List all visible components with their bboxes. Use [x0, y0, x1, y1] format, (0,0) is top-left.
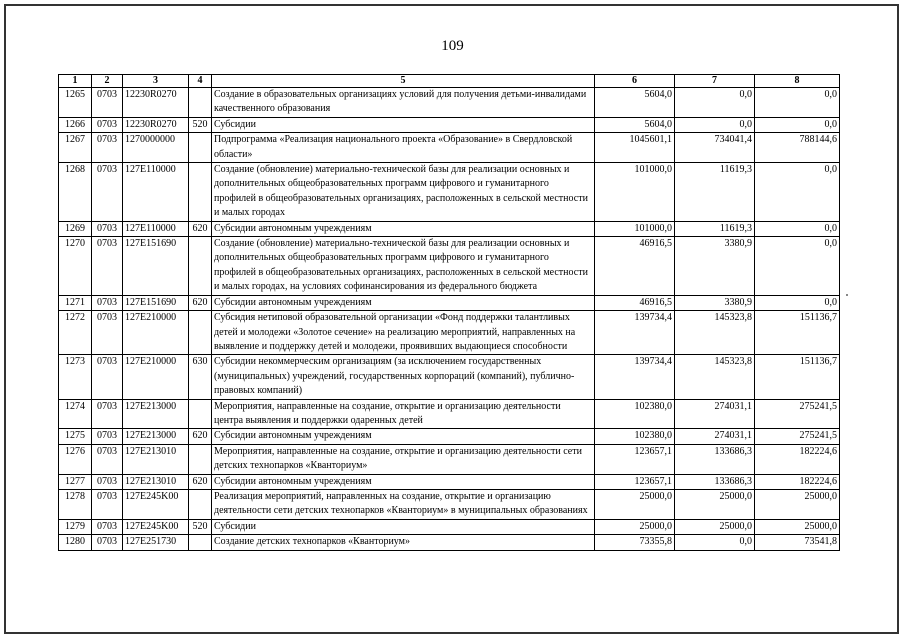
item-name: Мероприятия, направленные на создание, открытие и организацию деятельности сети детских технопарков «Кванториум» [212, 444, 595, 474]
col-header-2: 2 [92, 75, 123, 88]
row-number: 1275 [59, 429, 92, 444]
amount-col8: 0,0 [755, 221, 840, 236]
expense-type [189, 489, 212, 519]
amount-col6: 46916,5 [595, 295, 675, 310]
section-code: 0703 [92, 429, 123, 444]
amount-col8: 25000,0 [755, 519, 840, 534]
amount-col6: 139734,4 [595, 355, 675, 399]
expense-type: 620 [189, 429, 212, 444]
expense-type [189, 535, 212, 550]
amount-col7: 25000,0 [675, 519, 755, 534]
budget-table [58, 74, 840, 551]
row-number: 1270 [59, 237, 92, 296]
item-name: Субсидии некоммерческим организациям (за исключением государственных (муниципальных) учреждений, государственных корпораций (компаний), публично-правовых компаний) [212, 355, 595, 399]
item-name: Субсидия нетиповой образовательной организации «Фонд поддержки талантливых детей и молодежи «Золотое сечение» на реализацию мероприятий, направленных на выявление и поддержку детей и молодежи, проявивших выдающиеся способности [212, 311, 595, 355]
expense-type [189, 444, 212, 474]
table-row [59, 474, 840, 489]
amount-col7: 0,0 [675, 117, 755, 132]
amount-col8: 275241,5 [755, 429, 840, 444]
col-header-1: 1 [59, 75, 92, 88]
amount-col7: 145323,8 [675, 311, 755, 355]
row-number: 1277 [59, 474, 92, 489]
col-header-4: 4 [189, 75, 212, 88]
amount-col6: 73355,8 [595, 535, 675, 550]
amount-col7: 11619,3 [675, 221, 755, 236]
amount-col8: 151136,7 [755, 311, 840, 355]
row-number: 1271 [59, 295, 92, 310]
target-code: 127E110000 [123, 163, 189, 222]
amount-col8: 275241,5 [755, 399, 840, 429]
row-number: 1278 [59, 489, 92, 519]
target-code: 127E151690 [123, 295, 189, 310]
target-code: 12230R0270 [123, 88, 189, 118]
row-number: 1265 [59, 88, 92, 118]
item-name: Субсидии автономным учреждениям [212, 295, 595, 310]
amount-col6: 25000,0 [595, 489, 675, 519]
expense-type: 520 [189, 519, 212, 534]
item-name: Подпрограмма «Реализация национального проекта «Образование» в Свердловской области» [212, 133, 595, 163]
item-name: Субсидии автономным учреждениям [212, 429, 595, 444]
item-name: Создание (обновление) материально-технической базы для реализации основных и дополнительных общеобразовательных программ цифрового и гуманитарного профилей в общеобразовательных организациях, расположенных в сельской местности и малых городах, на условиях софинансирования из федерального бюджета [212, 237, 595, 296]
amount-col8: 73541,8 [755, 535, 840, 550]
section-code: 0703 [92, 133, 123, 163]
amount-col6: 25000,0 [595, 519, 675, 534]
section-code: 0703 [92, 519, 123, 534]
amount-col7: 25000,0 [675, 489, 755, 519]
expense-type: 630 [189, 355, 212, 399]
amount-col8: 182224,6 [755, 474, 840, 489]
target-code: 127E245K00 [123, 489, 189, 519]
page-number: 109 [441, 38, 464, 54]
margin-dot [846, 294, 848, 296]
col-header-8: 8 [755, 75, 840, 88]
table-row [59, 444, 840, 474]
table-row [59, 88, 840, 118]
section-code: 0703 [92, 117, 123, 132]
table-row [59, 117, 840, 132]
amount-col6: 123657,1 [595, 474, 675, 489]
table-header-row [59, 75, 840, 88]
expense-type [189, 399, 212, 429]
table-row [59, 399, 840, 429]
row-number: 1269 [59, 221, 92, 236]
amount-col6: 5604,0 [595, 88, 675, 118]
amount-col7: 11619,3 [675, 163, 755, 222]
section-code: 0703 [92, 295, 123, 310]
amount-col6: 123657,1 [595, 444, 675, 474]
amount-col7: 0,0 [675, 535, 755, 550]
row-number: 1273 [59, 355, 92, 399]
section-code: 0703 [92, 237, 123, 296]
amount-col6: 46916,5 [595, 237, 675, 296]
item-name: Создание (обновление) материально-технической базы для реализации основных и дополнительных общеобразовательных программ цифрового и гуманитарного профилей в общеобразовательных организациях, расположенных в сельской местности и малых городах [212, 163, 595, 222]
expense-type: 620 [189, 221, 212, 236]
section-code: 0703 [92, 489, 123, 519]
expense-type [189, 133, 212, 163]
amount-col6: 1045601,1 [595, 133, 675, 163]
table-row [59, 355, 840, 399]
amount-col8: 0,0 [755, 163, 840, 222]
target-code: 127E213010 [123, 444, 189, 474]
expense-type [189, 88, 212, 118]
section-code: 0703 [92, 444, 123, 474]
amount-col6: 139734,4 [595, 311, 675, 355]
amount-col6: 101000,0 [595, 163, 675, 222]
expense-type [189, 311, 212, 355]
amount-col8: 0,0 [755, 295, 840, 310]
row-number: 1267 [59, 133, 92, 163]
col-header-6: 6 [595, 75, 675, 88]
item-name: Создание детских технопарков «Кванториум» [212, 535, 595, 550]
target-code: 127E210000 [123, 355, 189, 399]
item-name: Мероприятия, направленные на создание, открытие и организацию деятельности центра выявления и поддержки одаренных детей [212, 399, 595, 429]
table-row [59, 489, 840, 519]
amount-col7: 133686,3 [675, 444, 755, 474]
amount-col7: 734041,4 [675, 133, 755, 163]
expense-type: 520 [189, 117, 212, 132]
amount-col8: 182224,6 [755, 444, 840, 474]
section-code: 0703 [92, 221, 123, 236]
amount-col8: 788144,6 [755, 133, 840, 163]
table-row [59, 133, 840, 163]
table-row [59, 535, 840, 550]
amount-col6: 102380,0 [595, 429, 675, 444]
section-code: 0703 [92, 355, 123, 399]
table-row [59, 295, 840, 310]
amount-col6: 102380,0 [595, 399, 675, 429]
row-number: 1276 [59, 444, 92, 474]
row-number: 1279 [59, 519, 92, 534]
amount-col8: 0,0 [755, 88, 840, 118]
section-code: 0703 [92, 311, 123, 355]
col-header-5: 5 [212, 75, 595, 88]
amount-col7: 3380,9 [675, 237, 755, 296]
row-number: 1268 [59, 163, 92, 222]
amount-col7: 274031,1 [675, 429, 755, 444]
section-code: 0703 [92, 535, 123, 550]
expense-type [189, 163, 212, 222]
item-name: Субсидии автономным учреждениям [212, 221, 595, 236]
target-code: 1270000000 [123, 133, 189, 163]
amount-col8: 25000,0 [755, 489, 840, 519]
target-code: 127E213000 [123, 399, 189, 429]
item-name: Субсидии автономным учреждениям [212, 474, 595, 489]
target-code: 12230R0270 [123, 117, 189, 132]
amount-col8: 0,0 [755, 117, 840, 132]
section-code: 0703 [92, 474, 123, 489]
amount-col6: 101000,0 [595, 221, 675, 236]
target-code: 127E213000 [123, 429, 189, 444]
row-number: 1266 [59, 117, 92, 132]
section-code: 0703 [92, 399, 123, 429]
item-name: Реализация мероприятий, направленных на создание, открытие и организацию деятельности сети детских технопарков «Кванториум» в муниципальных образованиях [212, 489, 595, 519]
amount-col7: 0,0 [675, 88, 755, 118]
amount-col7: 3380,9 [675, 295, 755, 310]
target-code: 127E213010 [123, 474, 189, 489]
row-number: 1272 [59, 311, 92, 355]
section-code: 0703 [92, 88, 123, 118]
target-code: 127E251730 [123, 535, 189, 550]
target-code: 127E110000 [123, 221, 189, 236]
section-code: 0703 [92, 163, 123, 222]
amount-col8: 0,0 [755, 237, 840, 296]
table-row [59, 163, 840, 222]
amount-col7: 274031,1 [675, 399, 755, 429]
expense-type: 620 [189, 474, 212, 489]
table-row [59, 311, 840, 355]
table-row [59, 221, 840, 236]
row-number: 1280 [59, 535, 92, 550]
row-number: 1274 [59, 399, 92, 429]
expense-type: 620 [189, 295, 212, 310]
item-name: Создание в образовательных организациях условий для получения детьми-инвалидами качественного образования [212, 88, 595, 118]
table-row [59, 429, 840, 444]
table-row [59, 237, 840, 296]
target-code: 127E210000 [123, 311, 189, 355]
item-name: Субсидии [212, 117, 595, 132]
amount-col7: 133686,3 [675, 474, 755, 489]
table-row [59, 519, 840, 534]
item-name: Субсидии [212, 519, 595, 534]
col-header-7: 7 [675, 75, 755, 88]
amount-col7: 145323,8 [675, 355, 755, 399]
expense-type [189, 237, 212, 296]
col-header-3: 3 [123, 75, 189, 88]
target-code: 127E151690 [123, 237, 189, 296]
amount-col6: 5604,0 [595, 117, 675, 132]
amount-col8: 151136,7 [755, 355, 840, 399]
target-code: 127E245K00 [123, 519, 189, 534]
